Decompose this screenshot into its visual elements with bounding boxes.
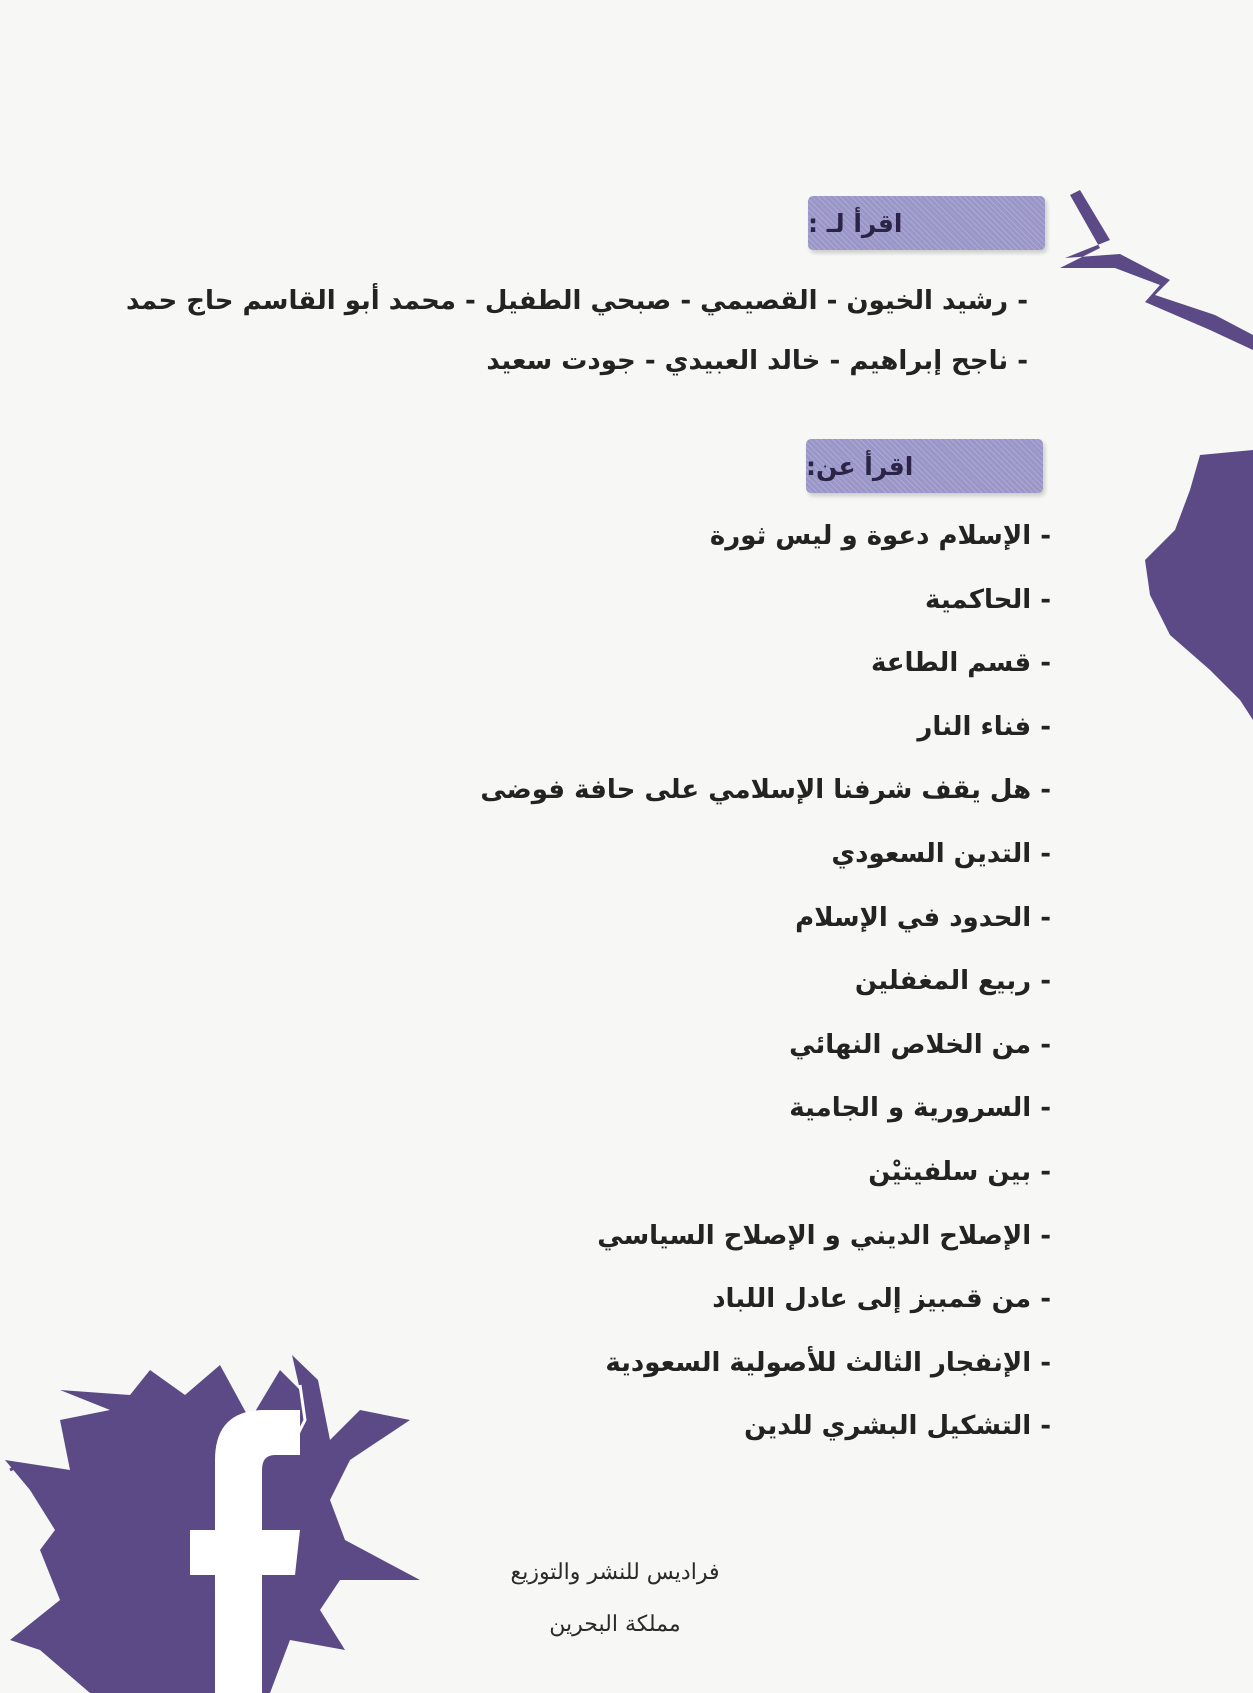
facebook-logo-icon: [0, 1350, 430, 1693]
list-item: - التدين السعودي: [831, 838, 1051, 869]
list-item: - قسم الطاعة: [870, 648, 1051, 679]
read-about-label-text: اقرأ عن:: [806, 451, 914, 481]
read-for-label-text: اقرأ لـ :: [808, 208, 903, 238]
list-item: - الحدود في الإسلام: [795, 902, 1051, 933]
publisher-name: فراديس للنشر والتوزيع: [510, 1560, 720, 1585]
read-for-label: [808, 196, 1045, 250]
list-item: - هل يقف شرفنا الإسلامي على حافة فوضى: [480, 775, 1051, 806]
crack-decoration-top-right: [1060, 180, 1253, 350]
list-item: - التشكيل البشري للدين: [744, 1411, 1051, 1442]
list-item: - السرورية و الجامية: [789, 1093, 1051, 1124]
list-item: - الإسلام دعوة و ليس ثورة: [709, 521, 1051, 551]
list-item: - الحاكمية: [925, 584, 1051, 615]
list-item: - فناء النار: [917, 711, 1051, 742]
list-item: - الإصلاح الديني و الإصلاح السياسي: [597, 1220, 1051, 1251]
authors-list: [126, 271, 1028, 391]
list-item: - الإنفجار الثالث للأصولية السعودية: [605, 1347, 1051, 1378]
list-item: - من الخلاص النهائي: [789, 1029, 1051, 1060]
list-item: - من قمبيز إلى عادل اللباد: [712, 1284, 1051, 1315]
topics-list: [480, 521, 1051, 1475]
authors-line-2: - ناجح إبراهيم - خالد العبيدي - جودت سعيد: [486, 346, 1028, 376]
authors-line-1: - رشيد الخيون - القصيمي - صبحي الطفيل - محمد أبو القاسم حاج حمد: [126, 286, 1028, 316]
publisher-country: مملكة البحرين: [549, 1612, 681, 1637]
list-item: - بين سلفيتيْن: [868, 1156, 1051, 1187]
list-item: - ربيع المغفلين: [854, 966, 1051, 997]
crack-decoration-right-edge: [1140, 430, 1253, 720]
read-about-label: [806, 439, 1043, 493]
